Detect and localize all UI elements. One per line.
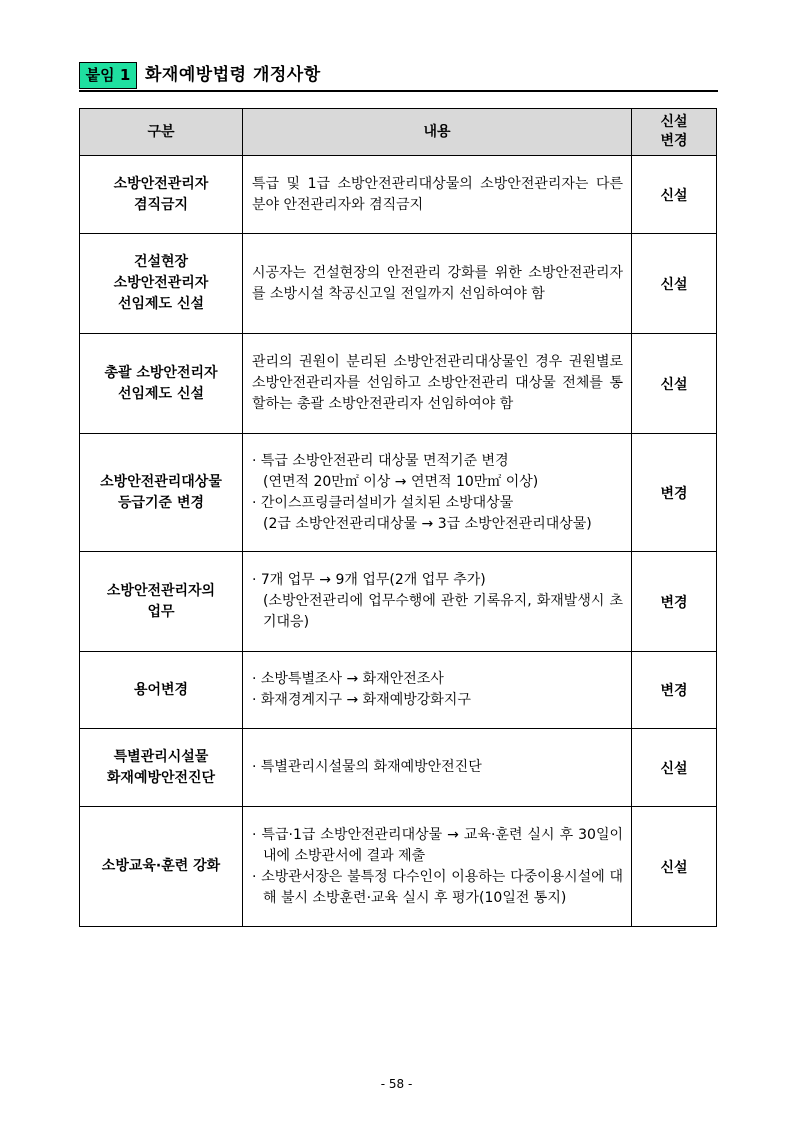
category-cell xyxy=(80,807,243,927)
category-cell xyxy=(80,552,243,652)
header-change-line1: 신설 xyxy=(660,114,688,130)
category-line: 화재예방안전진단 xyxy=(106,769,216,786)
change-type: 변경 xyxy=(632,434,717,552)
category-line: 선임제도 신설 xyxy=(117,385,205,402)
table-row xyxy=(80,156,717,234)
bullet-item: · 소방특별조사 → 화재안전조사 xyxy=(252,671,444,687)
bullet-subtext: (소방안전관리에 업무수행에 관한 기록유지, 화재발생시 초기대응) xyxy=(263,593,623,630)
category-line: 선임제도 신설 xyxy=(117,296,205,312)
attachment-badge: 붙임 1 xyxy=(79,62,137,89)
header-change-line2: 변경 xyxy=(660,133,688,149)
category-line: 용어변경 xyxy=(133,681,189,698)
bullet-subtext: (2급 소방안전관리대상물 → 3급 소방안전관리대상물) xyxy=(263,515,592,532)
category-cell xyxy=(80,156,243,234)
table-header-row xyxy=(80,109,717,156)
category-line: 소방안전관리자 xyxy=(113,175,209,192)
change-type: 신설 xyxy=(632,156,717,234)
content-cell xyxy=(243,807,632,927)
header-change xyxy=(632,109,717,156)
category-cell xyxy=(80,334,243,434)
content-cell xyxy=(243,334,632,434)
bullet-item: · 특별관리시설물의 화재예방안전진단 xyxy=(252,759,482,775)
page-title: 화재예방법령 개정사항 xyxy=(145,65,321,85)
category-line: 특별관리시설물 xyxy=(113,748,209,765)
bullet-item: · 특급·1급 소방안전관리대상물 → 교육·훈련 실시 후 30일이내에 소방관서에 결과 제출 xyxy=(252,826,623,864)
content-text: 관리의 권원이 분리된 소방안전관리대상물인 경우 권원별로 소방안전관리자를 선임하고 소방안전관리 대상물 전체를 통할하는 총괄 소방안전관리자 선임하여야 함 xyxy=(252,354,623,412)
table-row xyxy=(80,729,717,807)
category-line: 소방안전관리자의 xyxy=(106,582,216,599)
content-cell xyxy=(243,729,632,807)
table-row xyxy=(80,334,717,434)
amendments-table xyxy=(79,108,717,927)
category-cell xyxy=(80,234,243,334)
content-cell xyxy=(243,156,632,234)
header-category: 구분 xyxy=(80,109,243,156)
category-line: 업무 xyxy=(147,603,175,620)
category-line: 소방안전관리자 xyxy=(113,275,209,291)
page-number: - 58 - xyxy=(380,1077,413,1091)
page-header xyxy=(79,62,718,92)
content-text: 특급 및 1급 소방안전관리대상물의 소방안전관리자는 다른 분야 안전관리자와 겸직금지 xyxy=(252,175,623,213)
bullet-item: · 간이스프링클러설비가 설치된 소방대상물 xyxy=(252,494,514,511)
change-type: 변경 xyxy=(632,652,717,729)
category-line: 소방안전관리대상물 xyxy=(100,473,222,490)
table-row xyxy=(80,234,717,334)
bullet-item: · 7개 업무 → 9개 업무(2개 업무 추가) xyxy=(252,572,486,588)
table-row xyxy=(80,434,717,552)
content-cell xyxy=(243,652,632,729)
category-line: 등급기준 변경 xyxy=(117,494,205,511)
bullet-item: · 특급 소방안전관리 대상물 면적기준 변경 xyxy=(252,452,509,469)
category-line: 총괄 소방안전리자 xyxy=(104,364,218,381)
category-line: 겸직금지 xyxy=(133,196,189,213)
change-type: 신설 xyxy=(632,807,717,927)
table-row xyxy=(80,807,717,927)
table-row xyxy=(80,552,717,652)
change-type: 변경 xyxy=(632,552,717,652)
content-text: 시공자는 건설현장의 안전관리 강화를 위한 소방안전관리자를 소방시설 착공신고일 전일까지 선임하여야 함 xyxy=(252,264,623,302)
change-type: 신설 xyxy=(632,729,717,807)
table-row xyxy=(80,652,717,729)
category-cell xyxy=(80,434,243,552)
bullet-item: · 화재경계지구 → 화재예방강화지구 xyxy=(252,692,471,708)
bullet-subtext: (연면적 20만㎡ 이상 → 연면적 10만㎡ 이상) xyxy=(263,473,539,490)
category-line: 건설현장 xyxy=(133,254,189,270)
category-cell xyxy=(80,729,243,807)
change-type: 신설 xyxy=(632,334,717,434)
category-line: 소방교육·훈련 강화 xyxy=(101,858,221,874)
header-content: 내용 xyxy=(243,109,632,156)
content-cell xyxy=(243,552,632,652)
bullet-item: · 소방관서장은 불특정 다수인이 이용하는 다중이용시설에 대해 불시 소방훈련·교육 실시 후 평가(10일전 통지) xyxy=(252,868,623,906)
category-cell xyxy=(80,652,243,729)
content-cell xyxy=(243,434,632,552)
change-type: 신설 xyxy=(632,234,717,334)
content-cell xyxy=(243,234,632,334)
